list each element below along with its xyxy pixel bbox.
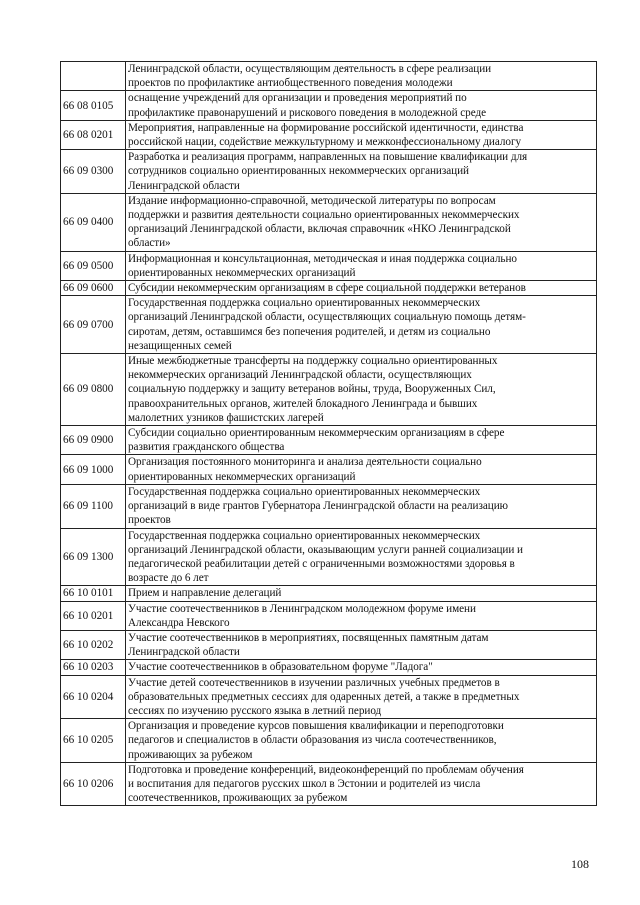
description-line: оснащение учреждений для организации и проведения мероприятий по — [128, 92, 467, 105]
row-code: 66 09 0400 — [61, 193, 126, 251]
description-line: развития гражданского общества — [128, 441, 285, 454]
description-line: Разработка и реализация программ, направленных на повышение квалификации для — [128, 151, 528, 164]
page-number: 108 — [571, 857, 589, 871]
table-row — [61, 62, 597, 91]
table-row — [61, 281, 597, 296]
row-code: 66 08 0201 — [61, 120, 126, 149]
row-description — [126, 251, 597, 280]
description-line: возрасте до 6 лет — [128, 572, 209, 585]
description-line: организаций в виде грантов Губернатора Ленинградской области на реализацию — [128, 500, 508, 513]
table-row — [61, 426, 597, 455]
description-line: Государственная поддержка социально ориентированных некоммерческих — [128, 297, 481, 310]
row-code: 66 09 0900 — [61, 426, 126, 455]
description-line: поддержки и развития деятельности социально ориентированных некоммерческих — [128, 209, 520, 222]
row-code: 66 09 0600 — [61, 281, 126, 296]
description-line: некоммерческих организаций Ленинградской области, осуществляющих — [128, 369, 472, 382]
table-row — [61, 251, 597, 280]
row-code: 66 09 1100 — [61, 484, 126, 528]
row-code: 66 10 0201 — [61, 601, 126, 630]
description-line: Участие соотечественников в Ленинградском молодежном форуме имени — [128, 602, 476, 615]
table-row — [61, 586, 597, 601]
row-code: 66 08 0105 — [61, 91, 126, 120]
description-line: Участие детей соотечественников в изучении различных учебных предметов в — [128, 676, 500, 689]
description-line: организаций Ленинградской области, включая справочник «НКО Ленинградской — [128, 223, 511, 236]
row-description — [126, 762, 597, 806]
description-line: малолетних узников фашистских лагерей — [128, 411, 324, 424]
description-line: организаций Ленинградской области, осуществляющих социальную помощь детям- — [128, 311, 526, 324]
description-line: Информационная и консультационная, методическая и иная поддержка социально — [128, 252, 517, 265]
row-code: 66 10 0203 — [61, 660, 126, 675]
description-line: Ленинградской области — [128, 179, 240, 192]
row-code: 66 10 0206 — [61, 762, 126, 806]
row-description — [126, 150, 597, 194]
table-row — [61, 91, 597, 120]
row-description — [126, 281, 597, 296]
description-line: проектов по профилактике антиобщественного поведения молодежи — [128, 77, 453, 90]
description-line: Участие соотечественников в мероприятиях, посвященных памятным датам — [128, 631, 489, 644]
description-line: проживающих за рубежом — [128, 748, 253, 761]
description-line: правоохранительных органов, жителей блокадного Ленинграда и бывших — [128, 397, 478, 410]
row-description — [126, 630, 597, 659]
row-code: 66 09 0500 — [61, 251, 126, 280]
budget-codes-table — [60, 61, 597, 806]
description-line: профилактике правонарушений и рискового поведения в молодежной среде — [128, 106, 487, 119]
table-row — [61, 296, 597, 354]
description-line: образовательных предметных сессиях для одаренных детей, а также в предметных — [128, 690, 520, 703]
description-line: Ленинградской области, осуществляющим деятельность в сфере реализации — [128, 63, 492, 75]
table-row — [61, 120, 597, 149]
description-line: сессиях по изучению русского языка в летний период — [128, 704, 382, 717]
table-body — [61, 62, 597, 806]
table-row — [61, 484, 597, 528]
description-line: Издание информационно-справочной, методической литературы по вопросам — [128, 194, 496, 207]
row-description — [126, 62, 597, 91]
description-line: Ленинградской области — [128, 646, 240, 659]
row-code: 66 09 0700 — [61, 296, 126, 354]
table-row — [61, 675, 597, 719]
description-line: Александра Невского — [128, 616, 230, 629]
row-code: 66 10 0205 — [61, 719, 126, 763]
row-description — [126, 296, 597, 354]
description-line: Мероприятия, направленные на формирование российской идентичности, единства — [128, 121, 524, 134]
row-description — [126, 660, 597, 675]
description-line: ориентированных некоммерческих организаций — [128, 266, 356, 279]
table-row — [61, 455, 597, 484]
description-line: сиротам, детям, оставшимся без попечения родителей, и детям из социально — [128, 325, 491, 338]
row-description — [126, 120, 597, 149]
description-line: ориентированных некоммерческих организаций — [128, 470, 356, 483]
row-code: 66 10 0204 — [61, 675, 126, 719]
description-line: социальную поддержку и защиту ветеранов войны, труда, Вооруженных Сил, — [128, 383, 496, 396]
row-description — [126, 675, 597, 719]
description-line: педагогической реабилитации детей с ограниченными возможностями здоровья в — [128, 557, 515, 570]
row-description — [126, 601, 597, 630]
row-code: 66 10 0202 — [61, 630, 126, 659]
row-code: 66 09 1300 — [61, 528, 126, 586]
row-description — [126, 528, 597, 586]
table-row — [61, 660, 597, 675]
description-line: Организация постоянного мониторинга и анализа деятельности социально — [128, 456, 482, 469]
row-description — [126, 91, 597, 120]
description-line: проектов — [128, 514, 171, 527]
row-code — [61, 62, 126, 91]
description-line: Участие соотечественников в образовательном форуме "Ладога" — [128, 661, 433, 674]
description-line: и воспитания для педагогов русских школ в Эстонии и родителей из числа — [128, 777, 481, 790]
row-description — [126, 484, 597, 528]
description-line: области» — [128, 237, 171, 250]
description-line: Субсидии некоммерческим организациям в сфере социальной поддержки ветеранов — [128, 282, 526, 295]
row-code: 66 09 0300 — [61, 150, 126, 194]
row-description — [126, 426, 597, 455]
description-line: Субсидии социально ориентированным некоммерческим организациям в сфере — [128, 427, 505, 440]
description-line: педагогов и специалистов в области образования из числа соотечественников, — [128, 734, 497, 747]
row-code: 66 09 1000 — [61, 455, 126, 484]
table-row — [61, 150, 597, 194]
row-code: 66 10 0101 — [61, 586, 126, 601]
description-line: российской нации, содействие межкультурному и межконфессиональному диалогу — [128, 136, 522, 149]
description-line: организаций Ленинградской области, оказывающим услуги ранней социализации и — [128, 543, 523, 556]
description-line: Государственная поддержка социально ориентированных некоммерческих — [128, 529, 481, 542]
description-line: Государственная поддержка социально ориентированных некоммерческих — [128, 485, 481, 498]
table-row — [61, 630, 597, 659]
row-description — [126, 354, 597, 426]
row-description — [126, 455, 597, 484]
description-line: сотрудников социально ориентированных некоммерческих организаций — [128, 165, 469, 178]
description-line: соотечественников, проживающих за рубежом — [128, 792, 348, 805]
row-description — [126, 193, 597, 251]
row-code: 66 09 0800 — [61, 354, 126, 426]
table-row — [61, 354, 597, 426]
description-line: Организация и проведение курсов повышения квалификации и переподготовки — [128, 720, 504, 733]
row-description — [126, 586, 597, 601]
description-line: Прием и направление делегаций — [128, 587, 282, 600]
description-line: незащищенных семей — [128, 339, 232, 352]
table-row — [61, 528, 597, 586]
table-row — [61, 193, 597, 251]
description-line: Подготовка и проведение конференций, видеоконференций по проблемам обучения — [128, 763, 524, 776]
table-row — [61, 601, 597, 630]
table-row — [61, 762, 597, 806]
description-line: Иные межбюджетные трансферты на поддержку социально ориентированных — [128, 355, 498, 368]
table-row — [61, 719, 597, 763]
row-description — [126, 719, 597, 763]
